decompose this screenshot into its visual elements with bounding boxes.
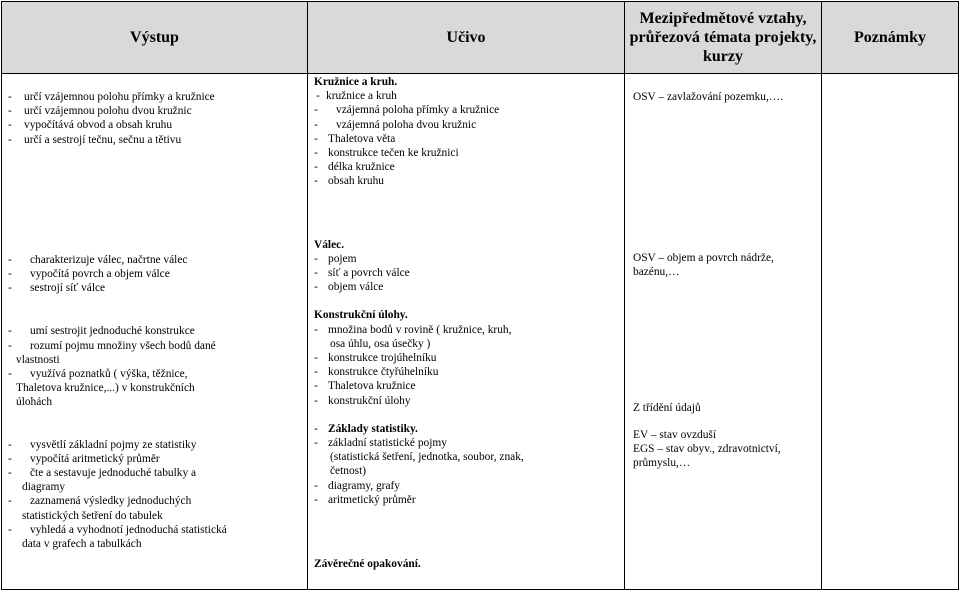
header-vystup: Výstup <box>2 2 308 74</box>
vystup-block-statistika <box>8 438 303 552</box>
list-item: - aritmetický průměr <box>314 493 416 506</box>
list-item: - charakterizuje válec, načrtne válec <box>8 253 188 266</box>
list-item: - určí vzájemnou polohu dvou kružnic <box>8 105 192 118</box>
mezi-text-3b: EV – stav ovzduší <box>633 428 716 441</box>
list-item: - určí a sestrojí tečnu, sečnu a tětivu <box>8 133 182 146</box>
vystup-cell <box>2 74 308 590</box>
list-item-cont: Thaletova kružnice,...) v konstrukčních <box>16 382 195 395</box>
list-item: - konstrukce čtyřúhelníku <box>314 366 439 379</box>
poznamky-cell <box>822 74 959 590</box>
list-item: - čte a sestavuje jednoduché tabulky a <box>8 467 197 480</box>
list-item-cont: (statistická šetření, jednotka, soubor, znak, <box>330 451 524 464</box>
content-row <box>2 74 959 590</box>
header-mezi-line2: průřezová témata projekty, <box>629 29 817 46</box>
header-row <box>2 2 959 74</box>
list-item: - Thaletova věta <box>314 132 396 145</box>
ucivo-block-konstrukce <box>314 308 620 407</box>
list-item: - zaznamená výsledky jednoduchých <box>8 495 192 508</box>
section-title: Konstrukční úlohy. <box>314 309 408 322</box>
list-item: - sestrojí síť válce <box>8 282 106 295</box>
list-item: - kružnice a kruh <box>316 90 397 103</box>
list-item: - vyhledá a vyhodnotí jednoduchá statistická <box>8 523 227 536</box>
list-item: - Základy statistiky. <box>314 422 418 435</box>
list-item: - síť a povrch válce <box>314 267 410 280</box>
list-item: - konstrukční úlohy <box>314 394 411 407</box>
list-item-cont: úlohách <box>16 396 53 409</box>
mezi-text-2b: bazénu,… <box>633 266 680 279</box>
header-mezi-line1: Mezipředmětové vztahy, <box>639 10 807 27</box>
list-item: - vypočítává obvod a obsah kruhu <box>8 119 173 132</box>
list-item: - pojem <box>314 252 357 265</box>
header-mezi-line3: kurzy <box>703 48 743 65</box>
list-item-cont: vlastnosti <box>16 353 60 366</box>
list-item: - konstrukce tečen ke kružnici <box>314 147 459 160</box>
list-item: - obsah kruhu <box>314 175 384 188</box>
header-mezipredmetove <box>625 2 822 74</box>
list-item: - objem válce <box>314 281 384 294</box>
ucivo-block-kruznice <box>314 75 620 189</box>
list-item: - určí vzájemnou polohu přímky a kružnice <box>8 91 215 103</box>
list-item: - konstrukce trojúhelníku <box>314 352 437 365</box>
list-item: - základní statistické pojmy <box>314 437 447 450</box>
section-title-zaverecne: Závěrečné opakování. <box>314 558 421 571</box>
list-item: - využívá poznatků ( výška, těžnice, <box>8 368 188 381</box>
mezi-text-3c: EGS – stav obyv., zdravotnictví, <box>633 443 781 456</box>
curriculum-table <box>1 1 959 590</box>
list-item: - rozumí pojmu množiny všech bodů dané <box>8 339 216 352</box>
list-item: - vypočítá aritmetický průměr <box>8 452 160 465</box>
list-item: - délka kružnice <box>314 161 395 174</box>
list-item-cont: četnost) <box>330 465 367 478</box>
ucivo-block-statistika <box>314 422 620 507</box>
list-item-cont: diagramy <box>22 481 66 494</box>
list-item-cont: osa úhlu, osa úsečky ) <box>330 337 431 350</box>
ucivo-block-valec <box>314 238 620 295</box>
mezi-text-2a: OSV – objem a povrch nádrže, <box>633 252 774 265</box>
list-item: - umí sestrojit jednoduché konstrukce <box>8 325 195 338</box>
list-item: - vypočítá povrch a objem válce <box>8 268 170 281</box>
list-item: - množina bodů v rovině ( kružnice, kruh, <box>314 323 512 336</box>
section-title: Kružnice a kruh. <box>314 76 398 88</box>
mezi-text-3d: průmyslu,… <box>633 457 691 470</box>
list-item: - diagramy, grafy <box>314 479 401 492</box>
mezi-text-3a: Z třídění údajů <box>633 401 701 414</box>
vystup-block-kruznice <box>8 90 303 147</box>
mezi-text-1: OSV – zavlažování pozemku,…. <box>633 91 784 103</box>
header-poznamky: Poznámky <box>822 2 959 74</box>
list-item: - Thaletova kružnice <box>314 380 416 393</box>
vystup-block-konstrukce <box>8 324 303 409</box>
list-item: - vzájemná poloha dvou kružnic <box>314 118 477 131</box>
list-item-cont: data v grafech a tabulkách <box>22 538 142 551</box>
header-ucivo: Učivo <box>308 2 625 74</box>
ucivo-cell <box>308 74 625 590</box>
mezi-cell <box>625 74 822 590</box>
list-item: - vysvětlí základní pojmy ze statistiky <box>8 438 197 451</box>
section-title: Válec. <box>314 238 345 251</box>
list-item: - vzájemná poloha přímky a kružnice <box>314 104 500 117</box>
list-item-cont: statistických šetření do tabulek <box>22 509 163 522</box>
vystup-block-valec <box>8 253 303 296</box>
